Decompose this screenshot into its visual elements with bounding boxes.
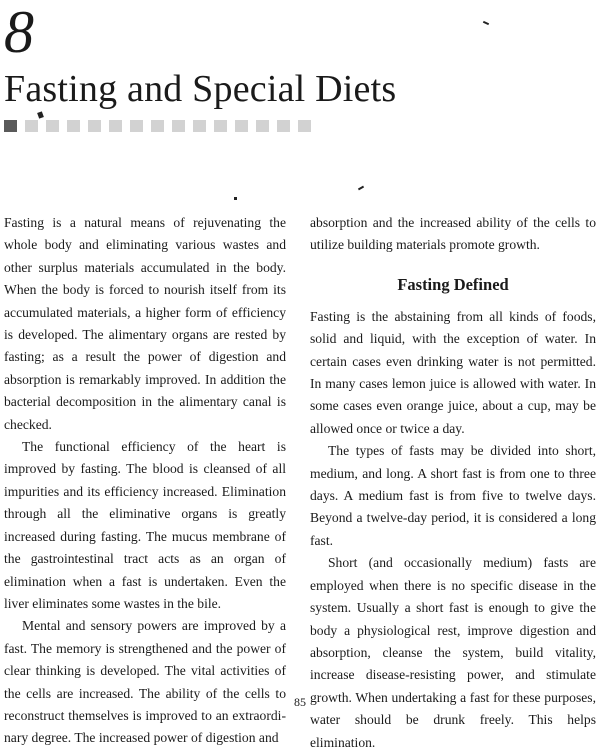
body-paragraph: Fasting is the abstaining from all kinds of foods, solid and liquid, with the exception of water. In certain cases even drinking water is not permitted. In many cases lemon juice is allowed with water. In some cases even orange juice, about a cup, may be allowed once or twice a day.: [310, 308, 596, 436]
section-heading: Fasting Defined: [397, 274, 509, 294]
decorative-square: [4, 120, 17, 132]
body-paragraph: The functional efficiency of the heart is improved by fasting. The blood is cleansed of all impurities and its efficiency increased. Elimination through all the eliminative organs is greatly increased during fasting. The mucus membrane of the gastrointestinal tract acts as an organ of elimination when a fast is undertaken. Even the liver eliminates some wastes in the bile.: [4, 439, 286, 611]
decorative-square: [46, 120, 59, 132]
body-paragraph: Fasting is a natural means of rejuvenating the whole body and eliminating various wastes and other surplus materials accumulated in the body. When the body is forced to nourish itself from its accumulated materials, a higher form of efficiency is developed. The alimentary organs are rested by fasting; as a result the power of digestion and absorption is remarkably improved. In addition the bacterial decomposition in the alimentary canal is checked.: [4, 215, 286, 432]
decorative-square: [256, 120, 269, 132]
decorative-square: [298, 120, 311, 132]
decorative-square: [151, 120, 164, 132]
page-number: 85: [294, 695, 306, 709]
chapter-title: Fasting and Special Diets: [4, 68, 397, 110]
body-paragraph: Mental and sensory powers are improved by a fast. The memory is strengthened and the power of clear thinking is developed. The vital activities of the cells are increased. The ability of the cells to reconstruct themselves is improved to an extraordinary degree. The increased power of digestion and: [4, 618, 286, 746]
chapter-number: 8: [4, 0, 34, 65]
scan-speck: [37, 111, 44, 118]
decorative-square: [88, 120, 101, 132]
decorative-square: [214, 120, 227, 132]
decorative-square: [67, 120, 80, 132]
left-column: [4, 212, 286, 750]
decorative-square: [130, 120, 143, 132]
decorative-square: [193, 120, 206, 132]
body-paragraph: The types of fasts may be divided into short, medium, and long. A short fast is from one to three days. A medium fast is from five to twelve days. Beyond a twelve-day period, it is considered a long fast.: [310, 443, 596, 548]
continued-paragraph: absorption and the increased ability of the cells to utilize building materials promote growth.: [310, 215, 596, 253]
decorative-square: [235, 120, 248, 132]
right-column: [310, 212, 596, 754]
decorative-square: [109, 120, 122, 132]
scan-speck: [234, 197, 237, 200]
body-paragraph: Short (and occasionally medium) fasts are employed when there is no specific disease in the system. Usually a short fast is enough to give the body a physiological rest, improve digestion and absorption, cleanse the system, build vitality, increase disease-resisting power, and stimulate growth. When undertaking a fast for these purposes, water should be drunk freely. This helps elimination.: [310, 555, 596, 750]
decorative-square: [172, 120, 185, 132]
decorative-square: [25, 120, 38, 132]
scan-speck: [483, 21, 489, 25]
scan-speck: [358, 186, 364, 191]
decorative-square: [277, 120, 290, 132]
decorative-square-row: [4, 120, 311, 132]
